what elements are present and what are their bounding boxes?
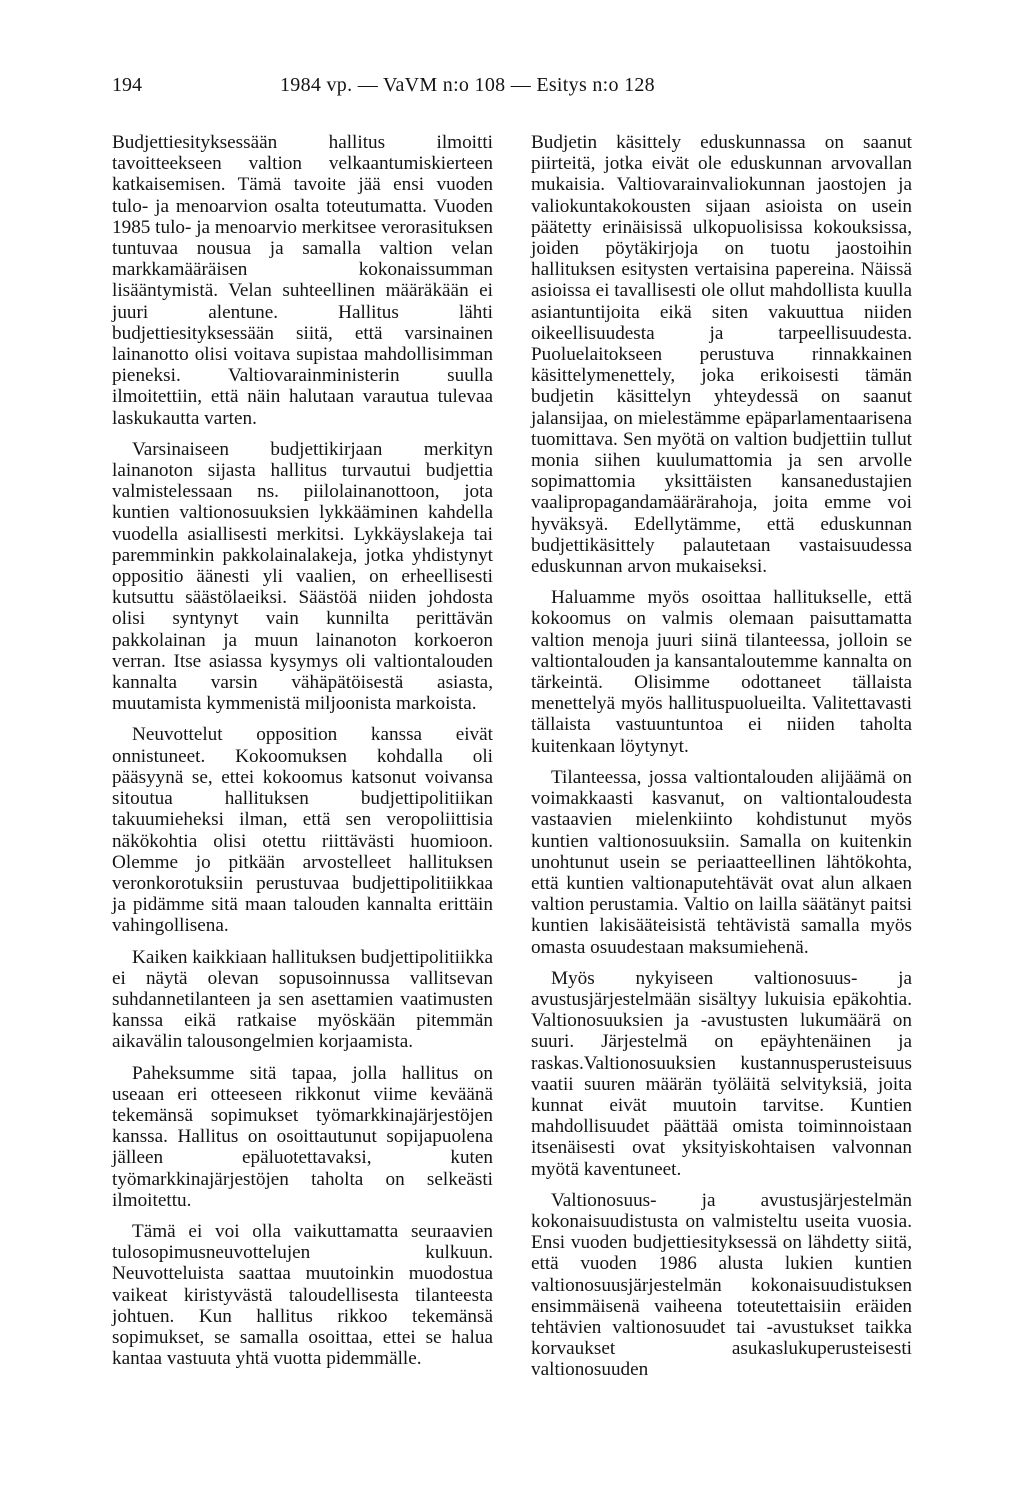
- left-column: [112, 132, 493, 1379]
- paragraph: Budjettiesityksessään hallitus ilmoitti tavoitteekseen valtion velkaantumiskierteen katkaisemisen. Tämä tavoite jää ensi vuoden tulo- ja menoarvion osalta toteutumatta. Vuoden 1985 tulo- ja menoarvio merkitsee verorasituksen tuntuvaa nousua ja samalla valtion velan markkamääräisen kokonaissumman lisääntymistä. Velan suhteellinen määräkään ei juuri alentune. Hallitus lähti budjettiesityksessään siitä, että varsinainen lainanotto olisi voitava supistaa mahdollisimman pieneksi. Valtiovarainministerin suulla ilmoitettiin, että näin halutaan varautua tulevaa laskukautta varten.: [112, 132, 493, 429]
- page-number: 194: [112, 74, 142, 96]
- right-column: [531, 132, 912, 1391]
- paragraph: Varsinaiseen budjettikirjaan merkityn lainanoton sijasta hallitus turvautui budjettia valmistelessaan ns. piilolainanottoon, jota kuntien valtionosuuksien lykkääminen kahdella vuodella asiallisesti merkitsi. Lykkäyslakeja tai paremminkin pakkolainalakeja, jotka yhdistynyt oppositio äänesti yli vaalien, on erheellisesti kutsuttu säästölaeiksi. Säästöä niiden johdosta olisi syntynyt vain kunnilta perittävän pakkolainan ja muun lainanoton korkoeron verran. Itse asiassa kysymys oli valtiontalouden kannalta varsin vähäpätöisestä asiasta, muutamista kymmenistä miljoonista markoista.: [112, 438, 493, 715]
- paragraph: Myös nykyiseen valtionosuus- ja avustusjärjestelmään sisältyy lukuisia epäkohtia. Valtionosuuksien ja -avustusten lukumäärä on suuri. Järjestelmä on epäyhtenäinen ja raskas.Valtionosuuksien kustannusperusteisuus vaatii suuren määrän työläitä selvityksiä, joita kunnat eivät muutoin tarvitse. Kuntien mahdollisuudet päättää omista toiminnoistaan itsenäisesti ovat yksityiskohtaisen valvonnan myötä kaventuneet.: [531, 967, 912, 1180]
- paragraph: Tilanteessa, jossa valtiontalouden alijäämä on voimakkaasti kasvanut, on valtiontaloudesta vastaavien mielenkiinto kohdistunut myös kuntien valtionosuuksiin. Samalla on kuitenkin unohtunut usein se periaatteellinen lähtökohta, että kuntien valtionaputehtävät ovat alun alkaen valtion perustamia. Valtio on lailla säätänyt paitsi kuntien lakisääteisistä tehtävistä samalla myös omasta osuudestaan maksumiehenä.: [531, 766, 912, 958]
- paragraph: Tämä ei voi olla vaikuttamatta seuraavien tulosopimusneuvottelujen kulkuun. Neuvotteluista saattaa muutoinkin muodostua vaikeat kiristyvästä taloudellisesta tilanteesta johtuen. Kun hallitus rikkoo tekemänsä sopimukset, se samalla osoittaa, ettei se halua kantaa vastuuta yhtä vuotta pidemmälle.: [112, 1220, 493, 1370]
- paragraph: Paheksumme sitä tapaa, jolla hallitus on useaan eri otteeseen rikkonut viime keväänä tekemänsä sopimukset työmarkkinajärjestöjen kanssa. Hallitus on osoittautunut sopijapuolena jälleen epäluotettavaksi, kuten työmarkkinajärjestöjen taholta on selkeästi ilmoitettu.: [112, 1062, 493, 1211]
- paragraph: Kaiken kaikkiaan hallituksen budjettipolitiikka ei näytä olevan sopusoinnussa vallitsevan suhdannetilanteen ja sen asettamien vaatimusten kanssa eikä ratkaise myöskään pitemmän aikavälin talousongelmien korjaamista.: [112, 946, 493, 1053]
- running-head: 1984 vp. — VaVM n:o 108 — Esitys n:o 128: [280, 74, 655, 96]
- paragraph: Valtionosuus- ja avustusjärjestelmän kokonaisuudistusta on valmisteltu useita vuosia. Ensi vuoden budjettiesityksessä on lähdetty siitä, että vuoden 1986 alusta lukien kuntien valtionosuusjärjestelmän kokonaisuudistuksen ensimmäisenä vaiheena toteutettaisiin eräiden tehtävien valtionosuudet tai -avustukset taikka korvaukset asukaslukuperusteisesti valtionosuuden: [531, 1189, 912, 1381]
- paragraph: Haluamme myös osoittaa hallitukselle, että kokoomus on valmis olemaan paisuttamatta valtion menoja juuri siinä tilanteessa, jolloin se valtiontalouden ja kansantaloutemme kannalta on tärkeintä. Olisimme odottaneet tällaista menettelyä myös hallituspuolueilta. Valitettavasti tällaista vastuuntuntoa ei niiden taholta kuitenkaan löytynyt.: [531, 587, 912, 757]
- paragraph: Neuvottelut opposition kanssa eivät onnistuneet. Kokoomuksen kohdalla oli pääsyynä se, ettei kokoomus katsonut voivansa sitoutua hallituksen budjettipolitiikan takuumieheksi ilman, että sen veropoliittisia näkökohtia olisi otettu riittävästi huomioon. Olemme jo pitkään arvostelleet hallituksen veronkorotuksiin perustuvaa budjettipolitiikkaa ja pidämme sitä maan talouden kannalta erittäin vahingollisena.: [112, 724, 493, 937]
- paragraph: Budjetin käsittely eduskunnassa on saanut piirteitä, jotka eivät ole eduskunnan arvovallan mukaisia. Valtiovarainvaliokunnan jaostojen ja valiokuntakokousten sijaan asioista on usein päätetty erinäisissä ulkopuolisissa kokouksissa, joiden pöytäkirjoja on tuotu jaostoihin hallituksen esitysten vertaisina papereina. Näissä asioissa ei tavallisesti ole ollut mahdollista kuulla asiantuntijoita eikä siten vakuuttua niiden oikeellisuudesta ja tarpeellisuudesta. Puoluelaitokseen perustuva rinnakkainen käsittelymenettely, joka erikoisesti tämän budjetin käsittelyn yhteydessä on saanut jalansijaa, on mielestämme epäparlamentaarisena tuomittava. Sen myötä on valtion budjettiin tullut monia siihen kuulumattomia ja sen arvolle sopimattomia yksittäisten kansanedustajien vaalipropagandamäärärahoja, joita emme voi hyväksyä. Edellytämme, että eduskunnan budjettikäsittely palautetaan vastaisuudessa eduskunnan arvon mukaiseksi.: [531, 132, 912, 578]
- page-header: [112, 74, 912, 108]
